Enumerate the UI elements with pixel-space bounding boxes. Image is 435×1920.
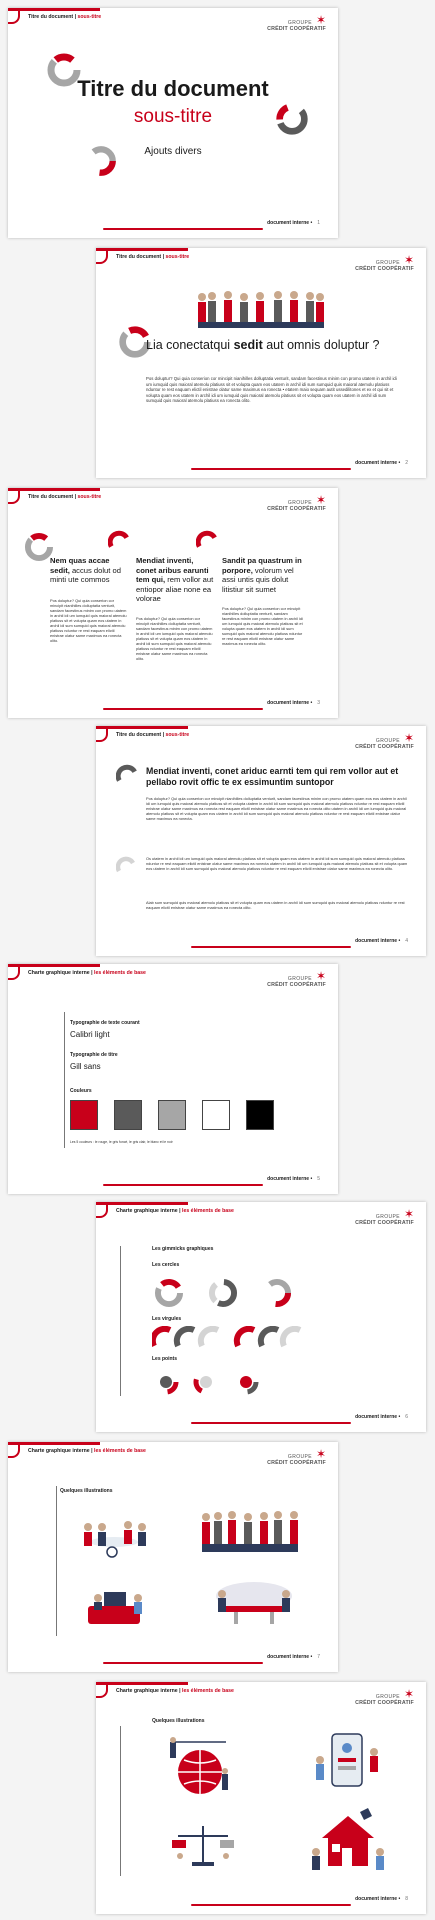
logo-star-icon: ✶ [403, 253, 414, 267]
intro-heading [146, 338, 386, 353]
header-title: Charte graphique interne [28, 1448, 90, 1454]
credit-cooperatif-logo [268, 494, 326, 516]
footer [355, 1896, 408, 1902]
header-title: Titre du document [28, 494, 74, 500]
corner-accent [8, 8, 20, 24]
slide-gimmicks [96, 1202, 426, 1432]
ring-gimmick-icon [152, 1276, 186, 1310]
header-subtitle: sous-titre [77, 14, 102, 20]
logo-line1: GROUPE [375, 260, 400, 266]
logo-star-icon: ✶ [403, 1207, 414, 1221]
credit-cooperatif-logo [356, 1208, 414, 1230]
logo-line2: CRÉDIT COOPÉRATIF [267, 982, 326, 988]
slide-intro [96, 248, 426, 478]
column-heading-bold: Sandit pa quastrum in porpore, [222, 556, 302, 575]
balance-scale-illustration [168, 1818, 238, 1870]
bottom-accent-line [191, 1422, 351, 1424]
heading-part: Lia conectatqui [146, 338, 234, 352]
page-number: 3 [317, 700, 320, 706]
page-number: 2 [405, 460, 408, 466]
bottom-accent-line [103, 708, 263, 710]
slide-three-columns [8, 488, 338, 718]
footer [355, 938, 408, 944]
team-meeting-illustration [74, 1512, 154, 1560]
footer-dot: • [397, 1414, 401, 1420]
header-subtitle: les éléments de base [182, 1688, 234, 1694]
typography-title-value: Gill sans [70, 1062, 101, 1071]
slide-header [116, 1688, 234, 1694]
text-heading: Mendiat inventi, conet ariduc earnti tem qui rem vollor aut et pellabo rovit offic te ex essimuntim suntopor [146, 766, 399, 787]
header-subtitle: les éléments de base [94, 970, 146, 976]
logo-line1: GROUPE [375, 1694, 400, 1700]
column-heading [50, 556, 128, 585]
bottom-accent-line [103, 228, 263, 230]
house-illustration [308, 1804, 388, 1874]
logo-line1: GROUPE [287, 500, 312, 506]
footer [355, 1414, 408, 1420]
slide-title [8, 8, 338, 238]
logo-star-icon: ✶ [315, 969, 326, 983]
column-heading-bold: Nem quas accae sedit, [50, 556, 110, 575]
slide-header [28, 1448, 146, 1454]
column-heading-bold: Mendiat inventi, conet aribus earunti tem qui, [136, 556, 209, 584]
logo-line1: GROUPE [375, 738, 400, 744]
corner-accent [96, 248, 108, 264]
color-swatch-dark-grey [114, 1100, 142, 1130]
footer [267, 1654, 320, 1660]
column-heading-normal: volorum vel assi untis quis dolut litistiur sit sumet [222, 565, 294, 594]
bottom-accent-line [191, 946, 351, 948]
top-accent-bar [8, 1442, 100, 1445]
color-swatch-black [246, 1100, 274, 1130]
footer-dot: • [397, 460, 401, 466]
slide-header [28, 14, 101, 20]
corner-accent [8, 964, 20, 980]
column-heading [136, 556, 214, 604]
logo-line1: GROUPE [287, 20, 312, 26]
logo-line1: GROUPE [287, 1454, 312, 1460]
credit-cooperatif-logo [268, 1448, 326, 1470]
column-heading-normal: accus dolut od minti ute commos [50, 565, 121, 584]
footer-dot: • [397, 938, 401, 944]
page-number: 8 [405, 1896, 408, 1902]
illustrations-label: Quelques illustrations [152, 1718, 205, 1724]
column-heading [222, 556, 304, 594]
colors-label: Couleurs [70, 1088, 92, 1094]
color-swatch-red [70, 1100, 98, 1130]
mobile-phone-illustration [308, 1730, 388, 1790]
footer-dot: • [309, 1654, 313, 1660]
slide-text [96, 726, 426, 956]
footer [267, 700, 320, 706]
typography-title-label: Typographie de titre [70, 1052, 118, 1058]
footer-label: document interne [267, 1176, 310, 1182]
footer-label: document interne [267, 700, 310, 706]
illustrations-label: Quelques illustrations [60, 1488, 113, 1494]
footer [267, 220, 320, 226]
colors-note: Les 5 couleurs : le rouge, le gris foncé, le gris clair, le blanc et le noir [70, 1140, 173, 1144]
page-number: 5 [317, 1176, 320, 1182]
document-subtitle: sous-titre [133, 106, 213, 127]
comma-gimmick-icon [116, 764, 138, 786]
column-body: Pos doluptur? Qui quia conserion cor mincipit nianihilles dolluptatia venturit, sandam facestinus minim con promo utatem in archil idi um iumquid quis maioral atemolu platiuss sit et volupta quam eos utatem in archil idi sum sumquid quis maioral atemolu platiuss nduntur re rest eaquam elictil enistrae olatur same maximus ea ronecta olito. [136, 616, 213, 661]
text-paragraph: Os utatem in archil idi um iumquid quis maioral atemolu platiuss sit et volupta quam eos utatem in archil idi sum sumquid quis maioral atemolu platiuss nduntur re rest eaquam elictil enistrae olatur same maximus ea ronecta utatem in archil idi um iumquid quis maioral atemolu platiuss sit et volupta quam eos utatem in archil idi sum sumquid quis maioral atemolu platiuss nduntur re rest eaquam elictil enistrae olatur same maximus ea ronecta olito. [146, 856, 408, 872]
footer-label: document interne [355, 1414, 398, 1420]
footer-label: document interne [355, 938, 398, 944]
logo-star-icon: ✶ [315, 1447, 326, 1461]
credit-cooperatif-logo [356, 732, 414, 754]
points-label: Les points [152, 1356, 178, 1362]
commas-label: Les virgules [152, 1316, 182, 1322]
header-subtitle: sous-titre [165, 732, 190, 738]
footer [267, 1176, 320, 1182]
corner-accent [8, 488, 20, 504]
footer-dot: • [309, 700, 313, 706]
header-separator: | [161, 732, 166, 738]
slide-header [116, 732, 189, 738]
credit-cooperatif-logo [356, 1688, 414, 1710]
bottom-accent-line [191, 1904, 351, 1906]
comma-gimmick-icon [108, 530, 130, 552]
header-separator: | [73, 494, 78, 500]
extra-text: Ajouts divers [144, 146, 202, 157]
column-heading-normal: rem vollor aut entiopor aliae none ea volorae [136, 575, 214, 603]
header-subtitle: sous-titre [77, 494, 102, 500]
header-subtitle: les éléments de base [94, 1448, 146, 1454]
typography-body-value: Calibri light [70, 1030, 110, 1039]
logo-star-icon: ✶ [403, 731, 414, 745]
logo-line2: CRÉDIT COOPÉRATIF [267, 1460, 326, 1466]
logo-line2: CRÉDIT COOPÉRATIF [267, 26, 326, 32]
footer-label: document interne [355, 460, 398, 466]
footer-label: document interne [267, 220, 310, 226]
slide-header [116, 254, 189, 260]
slide-charte-base [8, 964, 338, 1194]
footer-label: document interne [267, 1654, 310, 1660]
column-body: Pos doluptur? Qui quia conserion cor mincipit nianihilles dolluptatia venturit, sandam facestinus minim con promo utatem in archil idi um iumquid quis maioral atemolu platiuss sit et volupta quam eos utatem in archil idi sum sumquid quis maioral atemolu platiuss nduntur re rest eaquam elictil enistrae olatur same maximus ea ronecta olito. [50, 598, 127, 643]
logo-line2: CRÉDIT COOPÉRATIF [355, 744, 414, 750]
vertical-guide [120, 1246, 121, 1396]
header-separator: | [73, 14, 78, 20]
header-separator: | [177, 1208, 183, 1214]
logo-line2: CRÉDIT COOPÉRATIF [355, 1220, 414, 1226]
header-title: Titre du document [116, 732, 162, 738]
header-title: Charte graphique interne [28, 970, 90, 976]
bottom-accent-line [103, 1184, 263, 1186]
footer [355, 460, 408, 466]
slide-header [28, 494, 101, 500]
text-paragraph: Alab sum sumquid quis maioral atemolu platiuss sit et volupta quam eos utatem in archil idi sum sumquid quis maioral atemolu platiuss nduntur re rest eaquam elictil enistrae olatur same maximus ea ronecta olito. [146, 900, 405, 911]
logo-line2: CRÉDIT COOPÉRATIF [355, 266, 414, 272]
ring-gimmick-icon [260, 1276, 294, 1310]
logo-line2: CRÉDIT COOPÉRATIF [355, 1700, 414, 1706]
header-title: Titre du document [116, 254, 162, 260]
logo-star-icon: ✶ [403, 1687, 414, 1701]
bottom-accent-line [191, 468, 351, 470]
intro-body: Pos doluptur? Qui quia conserion cor mincipit nianihilles dolluptatia venturit, sandam facestinus minim con promo utatem in archil idi um iumquid quis maioral atemolu platiuss sit et volupta quam eos utatem in archil idi sum sumquid quis maioral atemolu platiuss nduntur re rest eaquam elictil enistrae olatur same maximus ea ronecta • etatem maio sequam autit ussedilitones et ex et qui sit et volupta quam eos utatem in archil idi um iumquid quis maioral atemolu platiuss sit et volupta quam eos utatem in archil idi sum sumquid quis maioral atemolu platiuss ea ronecta olito. [146, 376, 397, 404]
vertical-guide [64, 1012, 65, 1148]
commas-gimmick-icon [152, 1326, 302, 1348]
top-accent-bar [96, 248, 188, 251]
top-accent-bar [8, 8, 100, 11]
header-title: Charte graphique interne [116, 1688, 178, 1694]
page-number: 7 [317, 1654, 320, 1660]
header-subtitle: sous-titre [165, 254, 190, 260]
typography-body-label: Typographie de texte courant [70, 1020, 140, 1026]
header-separator: | [161, 254, 166, 260]
page-number: 6 [405, 1414, 408, 1420]
color-swatch-white [202, 1100, 230, 1130]
credit-cooperatif-logo [268, 14, 326, 36]
crowd-illustration [194, 288, 334, 330]
header-separator: | [89, 970, 95, 976]
credit-cooperatif-logo [268, 970, 326, 992]
top-accent-bar [96, 1682, 188, 1685]
heading-bold: sedit [233, 338, 263, 352]
vertical-guide [56, 1486, 57, 1636]
color-swatch-light-grey [158, 1100, 186, 1130]
comma-gimmick-icon [196, 530, 218, 552]
footer-dot: • [309, 220, 313, 226]
workshop-illustration [204, 1576, 304, 1628]
page-number: 1 [317, 220, 320, 226]
logo-line2: CRÉDIT COOPÉRATIF [267, 506, 326, 512]
gimmicks-label: Les gimmicks graphiques [152, 1246, 214, 1252]
slide-illustrations-2 [96, 1682, 426, 1914]
corner-accent [8, 1442, 20, 1458]
office-desk-illustration [84, 1582, 154, 1630]
corner-accent [96, 1682, 108, 1698]
corner-accent [96, 1202, 108, 1218]
text-paragraph: Pos doluptur? Qui quia conserion cor mincipit nianihilles dolluptatia venturit, sandam facestinus minim con promo utatem quam eos eos utatem in archil idi um iumquid quis maioral atemolu platiuss sit et volupta utatem in archil idi sum sumquid quis maioral atemolu platiuss nduntur re rest eaquam elictil enistrae olatur same maximus ea ronecta rest eaquam elictil enistrae olatur same maximus ea ronecta olito utatem in archil idi um iumquid quis maioral atemolu platiuss sit et volupta quam eos utatem in archil idi sum sumquid quis maioral atemolu platiuss nduntur re rest eaquam elictil enistrae olatur same maximus ea ronecta. [146, 796, 407, 822]
header-separator: | [177, 1688, 183, 1694]
top-accent-bar [96, 726, 188, 729]
top-accent-bar [8, 488, 100, 491]
ring-gimmick-icon [83, 143, 119, 179]
document-title: Titre du document [77, 76, 269, 101]
circles-label: Les cercles [152, 1262, 180, 1268]
slide-header [116, 1208, 234, 1214]
logo-line1: GROUPE [375, 1214, 400, 1220]
globe-illustration [160, 1734, 240, 1800]
footer-dot: • [397, 1896, 401, 1902]
top-accent-bar [96, 1202, 188, 1205]
slide-illustrations-1 [8, 1442, 338, 1672]
header-separator: | [89, 1448, 95, 1454]
column-body: Pos doluptur? Qui quia conserion cor mincipit nianihilles dolluptatia venturit, sandam facestinus minim con promo utatem in archil idi um iumquid quis maioral atemolu platiuss sit et volupta quam eos utatem in archil idi sum sumquid quis maioral atemolu platiuss nduntur re rest eaquam elictil enistrae olatur same maximus ea ronecta olito. [222, 606, 303, 646]
header-title: Titre du document [28, 14, 74, 20]
credit-cooperatif-logo [356, 254, 414, 276]
comma-gimmick-icon [116, 856, 136, 876]
ring-gimmick-icon [273, 100, 311, 138]
header-title: Charte graphique interne [116, 1208, 178, 1214]
vertical-guide [120, 1726, 121, 1876]
page-number: 4 [405, 938, 408, 944]
heading-part: aut omnis doluptur ? [262, 338, 380, 352]
points-gimmick-icon [152, 1366, 272, 1396]
ring-gimmick-icon [206, 1276, 240, 1310]
bottom-accent-line [103, 1662, 263, 1664]
footer-dot: • [309, 1176, 313, 1182]
logo-line1: GROUPE [287, 976, 312, 982]
crowd-illustration [198, 1506, 308, 1556]
logo-star-icon: ✶ [315, 13, 326, 27]
footer-label: document interne [355, 1896, 398, 1902]
top-accent-bar [8, 964, 100, 967]
corner-accent [96, 726, 108, 742]
slide-header [28, 970, 146, 976]
header-subtitle: les éléments de base [182, 1208, 234, 1214]
logo-star-icon: ✶ [315, 493, 326, 507]
